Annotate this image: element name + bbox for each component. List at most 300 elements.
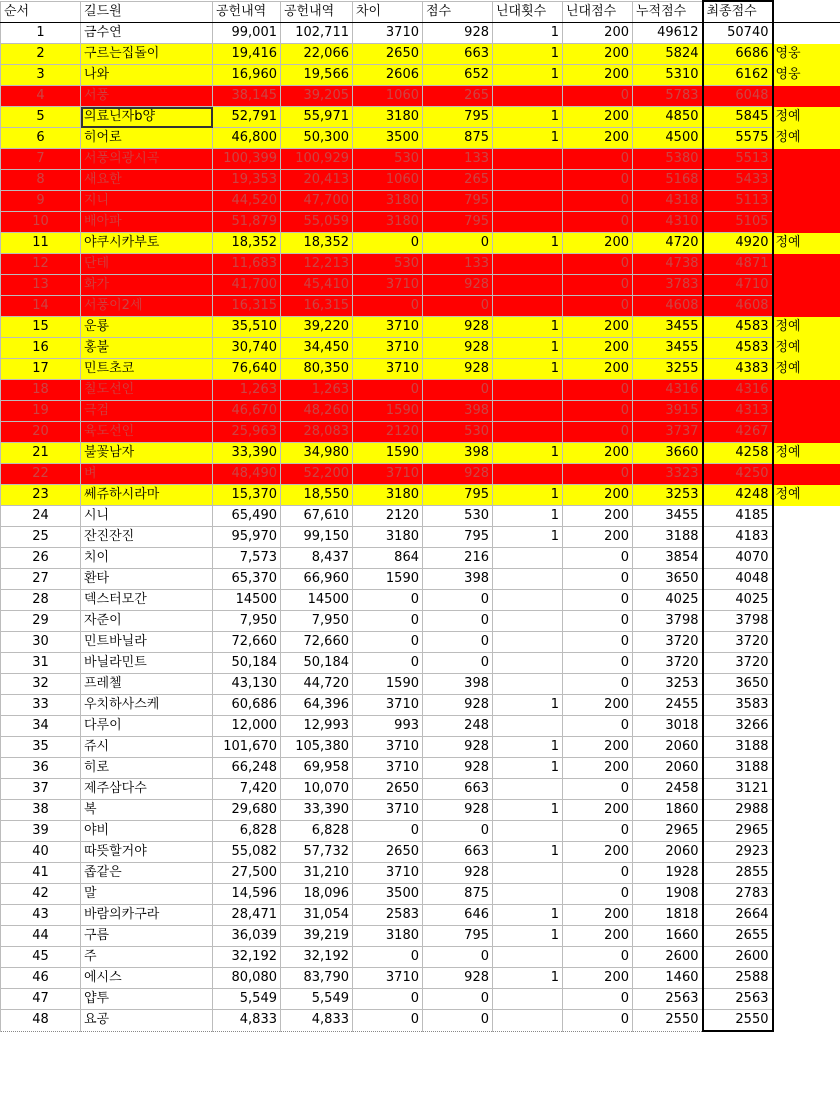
table-cell[interactable]: [493, 1010, 563, 1032]
table-cell[interactable]: 102,711: [281, 23, 353, 44]
table-cell[interactable]: 1590: [353, 569, 423, 590]
table-cell[interactable]: 11: [1, 233, 81, 254]
table-cell[interactable]: 875: [423, 884, 493, 905]
table-cell[interactable]: 14,596: [213, 884, 281, 905]
rank-tag-cell[interactable]: [773, 632, 840, 653]
rank-tag-cell[interactable]: [773, 506, 840, 527]
table-cell[interactable]: 5,549: [213, 989, 281, 1010]
table-cell[interactable]: 3710: [353, 275, 423, 296]
table-cell[interactable]: 38: [1, 800, 81, 821]
rank-tag-cell[interactable]: [773, 569, 840, 590]
header-cell[interactable]: 점수: [423, 1, 493, 23]
table-cell[interactable]: 3720: [633, 632, 703, 653]
table-cell[interactable]: 55,059: [281, 212, 353, 233]
table-cell[interactable]: 2583: [353, 905, 423, 926]
table-cell[interactable]: 0: [353, 296, 423, 317]
member-name-cell[interactable]: 불꽃남자: [81, 443, 213, 464]
table-cell[interactable]: 2550: [703, 1010, 773, 1032]
table-cell[interactable]: 200: [563, 443, 633, 464]
table-cell[interactable]: 60,686: [213, 695, 281, 716]
table-cell[interactable]: 4316: [703, 380, 773, 401]
table-cell[interactable]: [493, 254, 563, 275]
table-cell[interactable]: 2060: [633, 842, 703, 863]
table-cell[interactable]: 45,410: [281, 275, 353, 296]
table-cell[interactable]: 3500: [353, 884, 423, 905]
table-cell[interactable]: 3180: [353, 926, 423, 947]
table-cell[interactable]: 1: [493, 359, 563, 380]
member-name-cell[interactable]: 지니: [81, 191, 213, 212]
table-cell[interactable]: 864: [353, 548, 423, 569]
table-cell[interactable]: 4,833: [213, 1010, 281, 1032]
rank-tag-cell[interactable]: [773, 401, 840, 422]
table-cell[interactable]: 13: [1, 275, 81, 296]
table-cell[interactable]: 0: [563, 464, 633, 485]
member-name-cell[interactable]: 덱스터모간: [81, 590, 213, 611]
rank-tag-cell[interactable]: 정예: [773, 317, 840, 338]
table-cell[interactable]: 2120: [353, 506, 423, 527]
table-cell[interactable]: 22: [1, 464, 81, 485]
table-cell[interactable]: 0: [563, 275, 633, 296]
table-cell[interactable]: 2965: [633, 821, 703, 842]
table-cell[interactable]: 2650: [353, 842, 423, 863]
table-cell[interactable]: 200: [563, 926, 633, 947]
table-cell[interactable]: 32,192: [213, 947, 281, 968]
table-cell[interactable]: [493, 212, 563, 233]
rank-tag-cell[interactable]: [773, 716, 840, 737]
table-cell[interactable]: 99,001: [213, 23, 281, 44]
table-cell[interactable]: 3710: [353, 23, 423, 44]
table-cell[interactable]: 12,213: [281, 254, 353, 275]
table-cell[interactable]: 200: [563, 44, 633, 65]
table-cell[interactable]: 4: [1, 86, 81, 107]
table-cell[interactable]: 18,352: [281, 233, 353, 254]
table-cell[interactable]: 0: [563, 569, 633, 590]
member-name-cell[interactable]: 서풍이2세: [81, 296, 213, 317]
table-cell[interactable]: 8,437: [281, 548, 353, 569]
table-cell[interactable]: 4318: [633, 191, 703, 212]
table-cell[interactable]: 3500: [353, 128, 423, 149]
table-cell[interactable]: 3266: [703, 716, 773, 737]
table-cell[interactable]: 18,550: [281, 485, 353, 506]
header-cell[interactable]: 최종점수: [703, 1, 773, 23]
table-cell[interactable]: 1: [493, 128, 563, 149]
table-cell[interactable]: 3180: [353, 527, 423, 548]
table-cell[interactable]: [493, 611, 563, 632]
table-cell[interactable]: 4310: [633, 212, 703, 233]
table-cell[interactable]: 27: [1, 569, 81, 590]
table-cell[interactable]: 72,660: [281, 632, 353, 653]
table-cell[interactable]: 4710: [703, 275, 773, 296]
header-cell[interactable]: 닌대점수: [563, 1, 633, 23]
table-cell[interactable]: 4738: [633, 254, 703, 275]
rank-tag-cell[interactable]: [773, 254, 840, 275]
table-cell[interactable]: [493, 464, 563, 485]
table-cell[interactable]: 2120: [353, 422, 423, 443]
table-cell[interactable]: 18,352: [213, 233, 281, 254]
rank-tag-cell[interactable]: 정예: [773, 338, 840, 359]
table-cell[interactable]: [493, 569, 563, 590]
table-cell[interactable]: 200: [563, 359, 633, 380]
table-cell[interactable]: 41: [1, 863, 81, 884]
table-cell[interactable]: 3253: [633, 485, 703, 506]
table-cell[interactable]: 4583: [703, 338, 773, 359]
table-cell[interactable]: 39,219: [281, 926, 353, 947]
member-name-cell[interactable]: 의료닌자b양: [81, 107, 213, 128]
table-cell[interactable]: 4383: [703, 359, 773, 380]
table-cell[interactable]: 3188: [633, 527, 703, 548]
table-cell[interactable]: 795: [423, 212, 493, 233]
table-cell[interactable]: 875: [423, 128, 493, 149]
table-cell[interactable]: 3783: [633, 275, 703, 296]
table-cell[interactable]: 19,353: [213, 170, 281, 191]
table-cell[interactable]: 33,390: [213, 443, 281, 464]
table-cell[interactable]: 4250: [703, 464, 773, 485]
table-cell[interactable]: 0: [563, 821, 633, 842]
table-cell[interactable]: 25,963: [213, 422, 281, 443]
table-cell[interactable]: 14500: [213, 590, 281, 611]
table-cell[interactable]: 31,054: [281, 905, 353, 926]
table-cell[interactable]: 2060: [633, 758, 703, 779]
table-cell[interactable]: 0: [353, 590, 423, 611]
table-cell[interactable]: 29,680: [213, 800, 281, 821]
table-cell[interactable]: 33,390: [281, 800, 353, 821]
table-cell[interactable]: 95,970: [213, 527, 281, 548]
table-cell[interactable]: 5,549: [281, 989, 353, 1010]
table-cell[interactable]: 3180: [353, 212, 423, 233]
rank-tag-cell[interactable]: [773, 968, 840, 989]
table-cell[interactable]: 200: [563, 758, 633, 779]
rank-tag-cell[interactable]: 정예: [773, 107, 840, 128]
member-name-cell[interactable]: 야비: [81, 821, 213, 842]
member-name-cell[interactable]: 야쿠시카부토: [81, 233, 213, 254]
table-cell[interactable]: 248: [423, 716, 493, 737]
table-cell[interactable]: 3854: [633, 548, 703, 569]
table-cell[interactable]: 36: [1, 758, 81, 779]
table-cell[interactable]: 45: [1, 947, 81, 968]
rank-tag-cell[interactable]: 정예: [773, 443, 840, 464]
table-cell[interactable]: 32,192: [281, 947, 353, 968]
member-name-cell[interactable]: 말: [81, 884, 213, 905]
member-name-cell[interactable]: 바닐라민트: [81, 653, 213, 674]
table-cell[interactable]: 0: [353, 233, 423, 254]
member-name-cell[interactable]: 구름: [81, 926, 213, 947]
table-cell[interactable]: 0: [563, 779, 633, 800]
member-name-cell[interactable]: 프레첼: [81, 674, 213, 695]
table-cell[interactable]: 28,471: [213, 905, 281, 926]
rank-tag-cell[interactable]: [773, 800, 840, 821]
table-cell[interactable]: 200: [563, 65, 633, 86]
rank-tag-cell[interactable]: [773, 653, 840, 674]
table-cell[interactable]: 16: [1, 338, 81, 359]
table-cell[interactable]: 35,510: [213, 317, 281, 338]
table-cell[interactable]: 0: [563, 716, 633, 737]
member-name-cell[interactable]: 단테: [81, 254, 213, 275]
table-cell[interactable]: 46: [1, 968, 81, 989]
rank-tag-cell[interactable]: 영웅: [773, 65, 840, 86]
table-cell[interactable]: [493, 170, 563, 191]
table-cell[interactable]: 16,315: [281, 296, 353, 317]
table-cell[interactable]: 3798: [703, 611, 773, 632]
table-cell[interactable]: 0: [423, 632, 493, 653]
table-cell[interactable]: 44: [1, 926, 81, 947]
table-cell[interactable]: 0: [423, 947, 493, 968]
table-cell[interactable]: 1: [493, 905, 563, 926]
table-cell[interactable]: 33: [1, 695, 81, 716]
rank-tag-cell[interactable]: [773, 548, 840, 569]
member-name-cell[interactable]: 복: [81, 800, 213, 821]
table-cell[interactable]: 1: [493, 107, 563, 128]
member-name-cell[interactable]: 배아파: [81, 212, 213, 233]
table-cell[interactable]: 24: [1, 506, 81, 527]
table-cell[interactable]: 3710: [353, 737, 423, 758]
member-name-cell[interactable]: 치이: [81, 548, 213, 569]
table-cell[interactable]: 4070: [703, 548, 773, 569]
table-cell[interactable]: 0: [563, 212, 633, 233]
table-cell[interactable]: 1,263: [281, 380, 353, 401]
table-cell[interactable]: 0: [563, 653, 633, 674]
table-cell[interactable]: 530: [423, 506, 493, 527]
table-cell[interactable]: 2060: [633, 737, 703, 758]
table-cell[interactable]: 69,958: [281, 758, 353, 779]
table-cell[interactable]: 7,420: [213, 779, 281, 800]
table-cell[interactable]: 200: [563, 338, 633, 359]
table-cell[interactable]: [493, 674, 563, 695]
member-name-cell[interactable]: 주: [81, 947, 213, 968]
table-cell[interactable]: 3188: [703, 758, 773, 779]
table-cell[interactable]: 72,660: [213, 632, 281, 653]
table-cell[interactable]: 43: [1, 905, 81, 926]
table-cell[interactable]: 3710: [353, 338, 423, 359]
table-cell[interactable]: [493, 821, 563, 842]
table-cell[interactable]: 3455: [633, 338, 703, 359]
rank-tag-cell[interactable]: [773, 821, 840, 842]
table-cell[interactable]: 17: [1, 359, 81, 380]
rank-tag-cell[interactable]: 정예: [773, 128, 840, 149]
table-cell[interactable]: 2783: [703, 884, 773, 905]
table-cell[interactable]: 928: [423, 863, 493, 884]
table-cell[interactable]: 2655: [703, 926, 773, 947]
table-cell[interactable]: 1908: [633, 884, 703, 905]
table-cell[interactable]: 3720: [703, 632, 773, 653]
rank-tag-cell[interactable]: 영웅: [773, 44, 840, 65]
table-cell[interactable]: 100,929: [281, 149, 353, 170]
table-cell[interactable]: 0: [563, 401, 633, 422]
table-cell[interactable]: 4871: [703, 254, 773, 275]
table-cell[interactable]: 3188: [703, 737, 773, 758]
table-cell[interactable]: 3710: [353, 758, 423, 779]
table-cell[interactable]: [493, 548, 563, 569]
table-cell[interactable]: 2664: [703, 905, 773, 926]
table-cell[interactable]: 4025: [633, 590, 703, 611]
table-cell[interactable]: 6162: [703, 65, 773, 86]
rank-tag-cell[interactable]: [773, 170, 840, 191]
member-name-cell[interactable]: 에시스: [81, 968, 213, 989]
table-cell[interactable]: 200: [563, 317, 633, 338]
table-cell[interactable]: 76,640: [213, 359, 281, 380]
member-name-cell[interactable]: 금수연: [81, 23, 213, 44]
table-cell[interactable]: 1: [493, 737, 563, 758]
table-cell[interactable]: [493, 86, 563, 107]
member-name-cell[interactable]: 벼: [81, 464, 213, 485]
empty-cell[interactable]: [773, 1, 840, 23]
rank-tag-cell[interactable]: [773, 212, 840, 233]
rank-tag-cell[interactable]: [773, 191, 840, 212]
table-cell[interactable]: 2988: [703, 800, 773, 821]
table-cell[interactable]: 3253: [633, 674, 703, 695]
table-cell[interactable]: 3710: [353, 695, 423, 716]
table-cell[interactable]: 5168: [633, 170, 703, 191]
member-name-cell[interactable]: 바람의카구라: [81, 905, 213, 926]
table-cell[interactable]: 3180: [353, 191, 423, 212]
table-cell[interactable]: 0: [353, 380, 423, 401]
table-cell[interactable]: 133: [423, 254, 493, 275]
table-cell[interactable]: 1: [493, 800, 563, 821]
rank-tag-cell[interactable]: 정예: [773, 233, 840, 254]
table-cell[interactable]: 3737: [633, 422, 703, 443]
table-cell[interactable]: 928: [423, 23, 493, 44]
table-cell[interactable]: 28: [1, 590, 81, 611]
table-cell[interactable]: 50740: [703, 23, 773, 44]
table-cell[interactable]: 3018: [633, 716, 703, 737]
table-cell[interactable]: 1: [493, 44, 563, 65]
table-cell[interactable]: 795: [423, 527, 493, 548]
rank-tag-cell[interactable]: [773, 149, 840, 170]
table-cell[interactable]: 9: [1, 191, 81, 212]
table-cell[interactable]: 3660: [633, 443, 703, 464]
table-cell[interactable]: 41,700: [213, 275, 281, 296]
member-name-cell[interactable]: 나와: [81, 65, 213, 86]
table-cell[interactable]: 200: [563, 485, 633, 506]
table-cell[interactable]: 39: [1, 821, 81, 842]
table-cell[interactable]: 28,083: [281, 422, 353, 443]
table-cell[interactable]: [493, 275, 563, 296]
rank-tag-cell[interactable]: [773, 296, 840, 317]
table-cell[interactable]: 2455: [633, 695, 703, 716]
table-cell[interactable]: 7,573: [213, 548, 281, 569]
table-cell[interactable]: 928: [423, 275, 493, 296]
table-cell[interactable]: 0: [423, 653, 493, 674]
table-cell[interactable]: 11,683: [213, 254, 281, 275]
member-name-cell[interactable]: 쎄쥬하시라마: [81, 485, 213, 506]
table-cell[interactable]: 10,070: [281, 779, 353, 800]
member-name-cell[interactable]: 히로: [81, 758, 213, 779]
table-cell[interactable]: 44,720: [281, 674, 353, 695]
table-cell[interactable]: [493, 779, 563, 800]
table-cell[interactable]: [493, 716, 563, 737]
table-cell[interactable]: 0: [563, 1010, 633, 1032]
table-cell[interactable]: 928: [423, 968, 493, 989]
table-cell[interactable]: 0: [353, 947, 423, 968]
table-cell[interactable]: 1: [493, 506, 563, 527]
table-cell[interactable]: 35: [1, 737, 81, 758]
table-cell[interactable]: 0: [563, 170, 633, 191]
table-cell[interactable]: 22,066: [281, 44, 353, 65]
table-cell[interactable]: 15,370: [213, 485, 281, 506]
table-cell[interactable]: 4583: [703, 317, 773, 338]
table-cell[interactable]: 928: [423, 464, 493, 485]
table-cell[interactable]: 4500: [633, 128, 703, 149]
table-cell[interactable]: 1590: [353, 674, 423, 695]
table-cell[interactable]: 200: [563, 695, 633, 716]
table-cell[interactable]: 0: [353, 821, 423, 842]
table-cell[interactable]: 83,790: [281, 968, 353, 989]
table-cell[interactable]: 10: [1, 212, 81, 233]
table-cell[interactable]: 928: [423, 800, 493, 821]
table-cell[interactable]: 1060: [353, 86, 423, 107]
table-cell[interactable]: [493, 401, 563, 422]
table-cell[interactable]: 5113: [703, 191, 773, 212]
table-cell[interactable]: 52,791: [213, 107, 281, 128]
member-name-cell[interactable]: 요공: [81, 1010, 213, 1032]
table-cell[interactable]: 3583: [703, 695, 773, 716]
table-cell[interactable]: 1660: [633, 926, 703, 947]
table-cell[interactable]: 6,828: [213, 821, 281, 842]
member-name-cell[interactable]: 쥬시: [81, 737, 213, 758]
table-cell[interactable]: 2965: [703, 821, 773, 842]
table-cell[interactable]: 3180: [353, 485, 423, 506]
table-cell[interactable]: 0: [563, 86, 633, 107]
table-cell[interactable]: 1: [493, 485, 563, 506]
table-cell[interactable]: 0: [353, 611, 423, 632]
table-cell[interactable]: 3255: [633, 359, 703, 380]
table-cell[interactable]: 928: [423, 758, 493, 779]
table-cell[interactable]: 44,520: [213, 191, 281, 212]
table-cell[interactable]: 27,500: [213, 863, 281, 884]
table-cell[interactable]: 3323: [633, 464, 703, 485]
table-cell[interactable]: 50,184: [213, 653, 281, 674]
table-cell[interactable]: 0: [563, 149, 633, 170]
table-cell[interactable]: 398: [423, 674, 493, 695]
table-cell[interactable]: 265: [423, 170, 493, 191]
table-cell[interactable]: [493, 989, 563, 1010]
table-cell[interactable]: 39,205: [281, 86, 353, 107]
table-cell[interactable]: 3650: [703, 674, 773, 695]
table-cell[interactable]: 1: [493, 842, 563, 863]
table-cell[interactable]: 652: [423, 65, 493, 86]
rank-tag-cell[interactable]: [773, 842, 840, 863]
header-cell[interactable]: 길드원: [81, 1, 213, 23]
table-cell[interactable]: 2650: [353, 44, 423, 65]
table-cell[interactable]: 7,950: [281, 611, 353, 632]
table-cell[interactable]: 16,315: [213, 296, 281, 317]
table-cell[interactable]: 47: [1, 989, 81, 1010]
table-cell[interactable]: 0: [423, 611, 493, 632]
table-cell[interactable]: 3650: [633, 569, 703, 590]
table-cell[interactable]: 0: [563, 947, 633, 968]
table-cell[interactable]: 6686: [703, 44, 773, 65]
table-cell[interactable]: 18,096: [281, 884, 353, 905]
member-name-cell[interactable]: 서풍의광시곡: [81, 149, 213, 170]
table-cell[interactable]: 0: [563, 989, 633, 1010]
table-cell[interactable]: 530: [353, 149, 423, 170]
table-cell[interactable]: 14: [1, 296, 81, 317]
table-cell[interactable]: 1860: [633, 800, 703, 821]
table-cell[interactable]: 47,700: [281, 191, 353, 212]
table-cell[interactable]: 200: [563, 107, 633, 128]
member-name-cell[interactable]: 환타: [81, 569, 213, 590]
table-cell[interactable]: 55,082: [213, 842, 281, 863]
table-cell[interactable]: 6: [1, 128, 81, 149]
rank-tag-cell[interactable]: [773, 611, 840, 632]
table-cell[interactable]: 7,950: [213, 611, 281, 632]
table-cell[interactable]: 4183: [703, 527, 773, 548]
table-cell[interactable]: 5310: [633, 65, 703, 86]
table-cell[interactable]: 646: [423, 905, 493, 926]
table-cell[interactable]: 4720: [633, 233, 703, 254]
rank-tag-cell[interactable]: [773, 527, 840, 548]
member-name-cell[interactable]: 운룡: [81, 317, 213, 338]
table-cell[interactable]: 0: [353, 653, 423, 674]
